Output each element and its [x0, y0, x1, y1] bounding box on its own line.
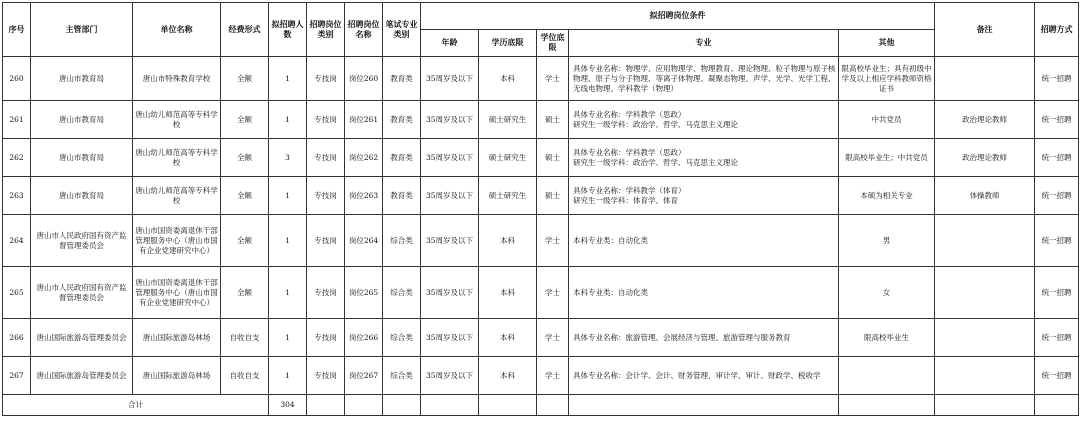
cell-note — [935, 357, 1035, 395]
cell-major: 具体专业名称：学科教学（体育） 研究生一级学科：体育学、体育 — [569, 177, 839, 215]
header-degree: 学位底限 — [537, 30, 569, 57]
cell-edu: 本科 — [479, 357, 537, 395]
cell-pos-type: 专技岗 — [307, 177, 345, 215]
cell-fund: 全额 — [221, 57, 269, 101]
cell-note: 政治理论教师 — [935, 139, 1035, 177]
cell-seq: 267 — [3, 357, 31, 395]
header-edu: 学历底限 — [479, 30, 537, 57]
cell-dept: 唐山市教育局 — [31, 101, 133, 139]
total-row — [3, 395, 1079, 416]
header-method: 招聘方式 — [1035, 3, 1079, 57]
cell-unit: 唐山幼儿师范高等专科学校 — [133, 139, 221, 177]
cell-age: 35周岁及以下 — [421, 139, 479, 177]
header-pos-type: 招聘岗位类别 — [307, 3, 345, 57]
cell-exam: 综合类 — [383, 267, 421, 319]
cell-pos-type: 专技岗 — [307, 357, 345, 395]
cell-count: 3 — [269, 139, 307, 177]
cell-other: 限高校毕业生 — [839, 319, 935, 357]
cell-age: 35周岁及以下 — [421, 177, 479, 215]
cell-pos-type: 专技岗 — [307, 139, 345, 177]
cell-age: 35周岁及以下 — [421, 267, 479, 319]
cell-count: 1 — [269, 319, 307, 357]
cell-pos-type: 专技岗 — [307, 215, 345, 267]
cell-method: 统一招聘 — [1035, 177, 1079, 215]
table-row — [3, 215, 1079, 267]
cell-pos-name: 岗位266 — [345, 319, 383, 357]
cell-major: 具体专业名称：旅游管理、会展经济与管理、旅游管理与服务教育 — [569, 319, 839, 357]
total-count: 304 — [269, 395, 307, 416]
cell-edu: 硕士研究生 — [479, 177, 537, 215]
cell-pos-type: 专技岗 — [307, 267, 345, 319]
cell-count: 1 — [269, 357, 307, 395]
cell-edu: 本科 — [479, 319, 537, 357]
table-row — [3, 319, 1079, 357]
cell-other: 男 — [839, 215, 935, 267]
cell-unit: 唐山幼儿师范高等专科学校 — [133, 101, 221, 139]
cell-edu: 本科 — [479, 267, 537, 319]
cell-exam: 综合类 — [383, 319, 421, 357]
cell-pos-type: 专技岗 — [307, 101, 345, 139]
cell-fund: 全额 — [221, 267, 269, 319]
cell-pos-name: 岗位263 — [345, 177, 383, 215]
cell-dept: 唐山市教育局 — [31, 57, 133, 101]
cell-age: 35周岁及以下 — [421, 319, 479, 357]
cell-dept: 唐山市教育局 — [31, 177, 133, 215]
header-exam: 笔试专业类别 — [383, 3, 421, 57]
cell-degree: 学士 — [537, 319, 569, 357]
header-count: 拟招聘人数 — [269, 3, 307, 57]
cell-count: 1 — [269, 57, 307, 101]
cell-seq: 265 — [3, 267, 31, 319]
cell-edu: 本科 — [479, 57, 537, 101]
cell-pos-name: 岗位262 — [345, 139, 383, 177]
cell-edu: 硕士研究生 — [479, 101, 537, 139]
total-label: 合计 — [3, 395, 269, 416]
cell-major: 具体专业名称：学科教学（思政） 研究生一级学科：政治学、哲学、马克思主义理论 — [569, 139, 839, 177]
cell-degree: 学士 — [537, 215, 569, 267]
cell-degree: 学士 — [537, 357, 569, 395]
cell-fund: 全额 — [221, 139, 269, 177]
cell-major: 具体专业名称：物理学、应用物理学、物理教育、理论物理、粒子物理与原子核物理、原子与分子物理、等离子体物理、凝聚态物理、声学、光学、光学工程、无线电物理、学科教学（物理） — [569, 57, 839, 101]
header-other: 其他 — [839, 30, 935, 57]
cell-unit: 唐山幼儿师范高等专科学校 — [133, 177, 221, 215]
cell-exam: 教育类 — [383, 57, 421, 101]
cell-major: 具体专业名称：会计学、会计、财务管理、审计学、审计、财政学、税收学 — [569, 357, 839, 395]
header-major: 专业 — [569, 30, 839, 57]
cell-unit: 唐山市国资委离退休干部管理服务中心（唐山市国有企业党建研究中心） — [133, 267, 221, 319]
cell-exam: 综合类 — [383, 357, 421, 395]
cell-method: 统一招聘 — [1035, 319, 1079, 357]
cell-exam: 教育类 — [383, 139, 421, 177]
cell-degree: 硕士 — [537, 139, 569, 177]
cell-edu: 本科 — [479, 215, 537, 267]
cell-count: 1 — [269, 267, 307, 319]
table-body — [3, 57, 1079, 395]
header-fund: 经费形式 — [221, 3, 269, 57]
cell-method: 统一招聘 — [1035, 357, 1079, 395]
cell-degree: 硕士 — [537, 177, 569, 215]
cell-seq: 261 — [3, 101, 31, 139]
table-row — [3, 267, 1079, 319]
cell-major: 具体专业名称：学科教学（思政） 研究生一级学科：政治学、哲学、马克思主义理论 — [569, 101, 839, 139]
cell-count: 1 — [269, 215, 307, 267]
cell-note: 政治理论教师 — [935, 101, 1035, 139]
cell-method: 统一招聘 — [1035, 215, 1079, 267]
cell-dept: 唐山国际旅游岛管理委员会 — [31, 357, 133, 395]
cell-method: 统一招聘 — [1035, 57, 1079, 101]
cell-pos-name: 岗位265 — [345, 267, 383, 319]
cell-exam: 教育类 — [383, 177, 421, 215]
cell-other: 限高校毕业生；中共党员 — [839, 139, 935, 177]
cell-fund: 全额 — [221, 215, 269, 267]
cell-degree: 硕士 — [537, 101, 569, 139]
cell-count: 1 — [269, 101, 307, 139]
cell-dept: 唐山国际旅游岛管理委员会 — [31, 319, 133, 357]
header-unit: 单位名称 — [133, 3, 221, 57]
cell-pos-type: 专技岗 — [307, 319, 345, 357]
cell-pos-type: 专技岗 — [307, 57, 345, 101]
cell-note — [935, 57, 1035, 101]
cell-age: 35周岁及以下 — [421, 101, 479, 139]
cell-method: 统一招聘 — [1035, 101, 1079, 139]
cell-count: 1 — [269, 177, 307, 215]
cell-unit: 唐山国际旅游岛林场 — [133, 319, 221, 357]
cell-other: 限高校毕业生；具有初级中学及以上相应学科教师资格证书 — [839, 57, 935, 101]
cell-seq: 264 — [3, 215, 31, 267]
cell-other: 中共党员 — [839, 101, 935, 139]
cell-note — [935, 319, 1035, 357]
cell-pos-name: 岗位261 — [345, 101, 383, 139]
cell-fund: 全额 — [221, 101, 269, 139]
header-seq: 序号 — [3, 3, 31, 57]
header-age: 年龄 — [421, 30, 479, 57]
cell-seq: 260 — [3, 57, 31, 101]
cell-age: 35周岁及以下 — [421, 215, 479, 267]
table-row — [3, 357, 1079, 395]
cell-seq: 266 — [3, 319, 31, 357]
cell-exam: 教育类 — [383, 101, 421, 139]
cell-edu: 硕士研究生 — [479, 139, 537, 177]
cell-seq: 262 — [3, 139, 31, 177]
cell-seq: 263 — [3, 177, 31, 215]
header-dept: 主管部门 — [31, 3, 133, 57]
header-note: 备注 — [935, 3, 1035, 57]
cell-unit: 唐山市特殊教育学校 — [133, 57, 221, 101]
cell-degree: 学士 — [537, 267, 569, 319]
cell-method: 统一招聘 — [1035, 267, 1079, 319]
cell-note: 体操教师 — [935, 177, 1035, 215]
table-row — [3, 57, 1079, 101]
cell-exam: 综合类 — [383, 215, 421, 267]
cell-pos-name: 岗位267 — [345, 357, 383, 395]
cell-note — [935, 215, 1035, 267]
cell-unit: 唐山市国资委离退休干部管理服务中心（唐山市国有企业党建研究中心） — [133, 215, 221, 267]
cell-fund: 自收自支 — [221, 319, 269, 357]
table-row — [3, 101, 1079, 139]
cell-degree: 学士 — [537, 57, 569, 101]
cell-other: 女 — [839, 267, 935, 319]
cell-unit: 唐山国际旅游岛林场 — [133, 357, 221, 395]
cell-fund: 自收自支 — [221, 357, 269, 395]
cell-major: 本科专业类：自动化类 — [569, 215, 839, 267]
cell-dept: 唐山市人民政府国有资产监督管理委员会 — [31, 215, 133, 267]
cell-pos-name: 岗位264 — [345, 215, 383, 267]
table-row — [3, 177, 1079, 215]
cell-major: 本科专业类：自动化类 — [569, 267, 839, 319]
recruitment-table — [2, 2, 1079, 416]
cell-other — [839, 357, 935, 395]
table-row — [3, 139, 1079, 177]
header-pos-name: 招聘岗位名称 — [345, 3, 383, 57]
cell-other: 本硕为相关专业 — [839, 177, 935, 215]
cell-age: 35周岁及以下 — [421, 57, 479, 101]
cell-dept: 唐山市人民政府国有资产监督管理委员会 — [31, 267, 133, 319]
cell-dept: 唐山市教育局 — [31, 139, 133, 177]
cell-age: 35周岁及以下 — [421, 357, 479, 395]
header-conditions: 拟招聘岗位条件 — [421, 3, 935, 30]
cell-pos-name: 岗位260 — [345, 57, 383, 101]
cell-fund: 全额 — [221, 177, 269, 215]
cell-method: 统一招聘 — [1035, 139, 1079, 177]
cell-note — [935, 267, 1035, 319]
